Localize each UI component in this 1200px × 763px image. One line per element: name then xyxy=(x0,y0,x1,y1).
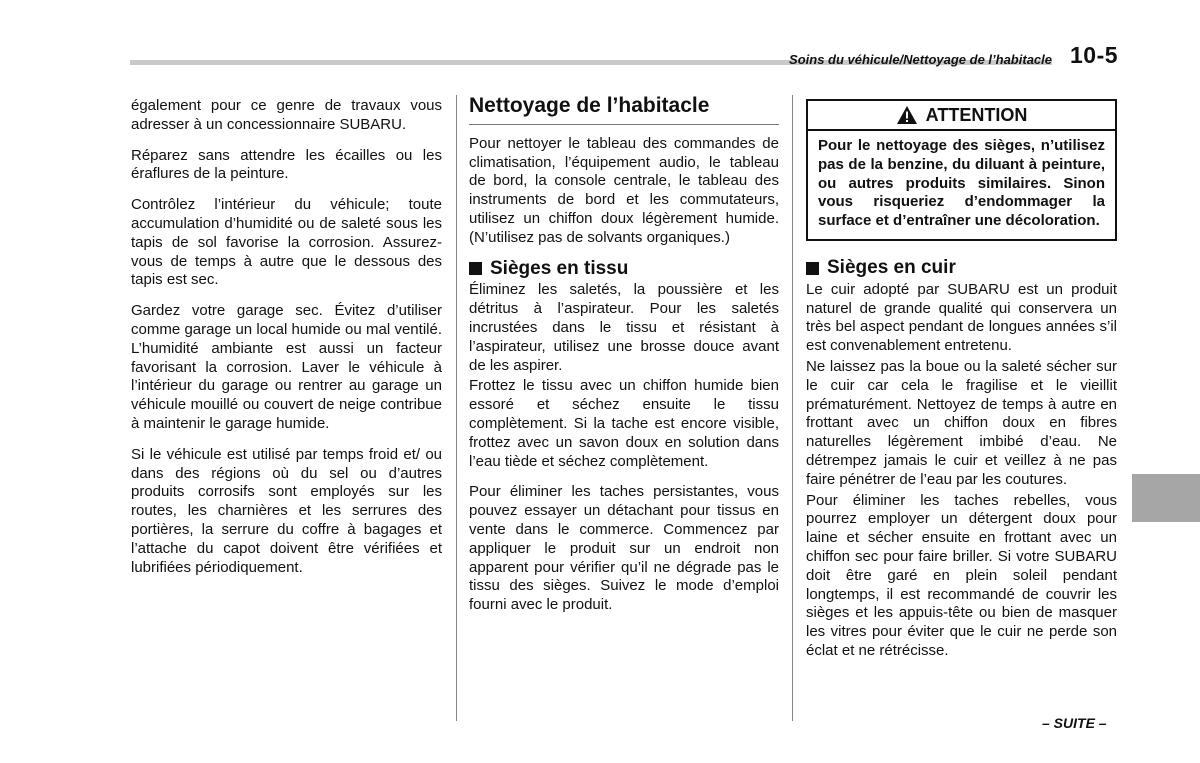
column-left xyxy=(131,97,442,589)
paragraph: Réparez sans attendre les écailles ou les éraflures de la peinture. xyxy=(131,146,442,183)
paragraph: Pour éliminer les taches persistantes, vous pouvez essayer un détachant pour tissus en vente dans le commerce. Commencez par appliquer le produit sur un endroit non apparent pour vérifier qu’il ne dégrade pas le tissu des sièges. Suivez le mode d’emploi fourni avec le produit. xyxy=(469,483,779,614)
paragraph: Frottez le tissu avec un chiffon humide bien essoré et séchez ensuite le tissu complètement. Si la tache est encore visible, frottez avec un savon doux en solution dans l’eau tiède et séchez complètement. xyxy=(469,377,779,470)
paragraph: Éliminez les saletés, la poussière et les détritus à l’aspirateur. Pour les saletés incrustées dans le tissu et résistant à l’aspirateur, utilisez une brosse douce avant de les aspirer. xyxy=(469,281,779,374)
subsection-title: Sièges en tissu xyxy=(490,257,629,279)
warning-header xyxy=(808,101,1115,131)
running-header: Soins du véhicule/Nettoyage de l’habitacle xyxy=(789,52,1052,67)
paragraph: Ne laissez pas la boue ou la saleté sécher sur le cuir car cela le fragilise et le vieillit prématurément. Nettoyez de temps à autre en frottant avec un chiffon doux en fibres naturelles légèrement imbibé d’eau. Ne détrempez jamais le cuir et veillez à ne pas faire pénétrer de l’eau par les coutures. xyxy=(806,357,1117,488)
paragraph: également pour ce genre de travaux vous adresser à un concessionnaire SUBARU. xyxy=(131,97,442,133)
paragraph: Contrôlez l’intérieur du véhicule; toute accumulation d’humidité ou de saleté sous les tapis de sol favorise la corrosion. Assurez-vous de temps à autre que le dessous des tapis est sec. xyxy=(131,196,442,289)
page-number: 10-5 xyxy=(1070,42,1119,68)
section-title: Nettoyage de l’habitacle xyxy=(469,97,779,125)
paragraph: Si le véhicule est utilisé par temps froid et/ ou dans des régions où du sel ou d’autres produits corrosifs sont employés sur les routes, les charnières et les serrures des portières, la serrure du coffre à bagages et l’attache du capot doivent être vérifiées et lubrifiées périodiquement. xyxy=(131,445,442,576)
continued-marker: – SUITE – xyxy=(1042,715,1107,731)
subsection-heading xyxy=(806,256,1117,278)
warning-text: Pour le nettoyage des sièges, n’utilisez pas de la benzine, du diluant à peinture, ou autres produits similaires. Sinon vous risqueriez d’endommager la surface et d’entraîner une décoloration. xyxy=(818,137,1105,230)
warning-label: ATTENTION xyxy=(925,104,1028,125)
subsection-title: Sièges en cuir xyxy=(827,256,956,278)
column-right xyxy=(806,97,1117,673)
square-bullet-icon xyxy=(806,262,819,275)
paragraph: Gardez votre garage sec. Évitez d’utiliser comme garage un local humide ou mal ventilé. L’humidité ambiante est aussi un facteur favorisant la corrosion. Laver le véhicule à l’intérieur du garage ou rentrer au garage un véhicule mouillé ou couvert de neige contribue à maintenir le garage humide. xyxy=(131,302,442,432)
chapter-tab xyxy=(1132,474,1200,522)
subsection-heading xyxy=(469,257,779,279)
warning-triangle-icon xyxy=(896,105,918,125)
column-middle xyxy=(469,94,779,627)
paragraph: Le cuir adopté par SUBARU est un produit naturel de grande qualité qui conservera un très bel aspect pendant de longues années s’il est convenablement entretenu. xyxy=(806,280,1117,355)
square-bullet-icon xyxy=(469,262,482,275)
intro-paragraph: Pour nettoyer le tableau des commandes de climatisation, l’équipement audio, le tableau de bord, la console centrale, le tableau des instruments de bord et les commutateurs, utilisez un chiffon doux légèrement humide. (N’utilisez pas de solvants organiques.) xyxy=(469,134,779,246)
warning-box xyxy=(806,99,1117,241)
column-divider xyxy=(792,95,793,721)
column-divider xyxy=(456,95,457,721)
paragraph: Pour éliminer les taches rebelles, vous pourrez employer un détergent doux pour laine et sécher ensuite en frottant avec un chiffon sec pour faire briller. Si votre SUBARU doit être garé en plein soleil pendant longtemps, il est recommandé de couvrir les sièges et les appuis-tête ou bien de masquer les vitres pour éviter que le cuir ne perde son éclat et ne rétrécisse. xyxy=(806,491,1117,659)
